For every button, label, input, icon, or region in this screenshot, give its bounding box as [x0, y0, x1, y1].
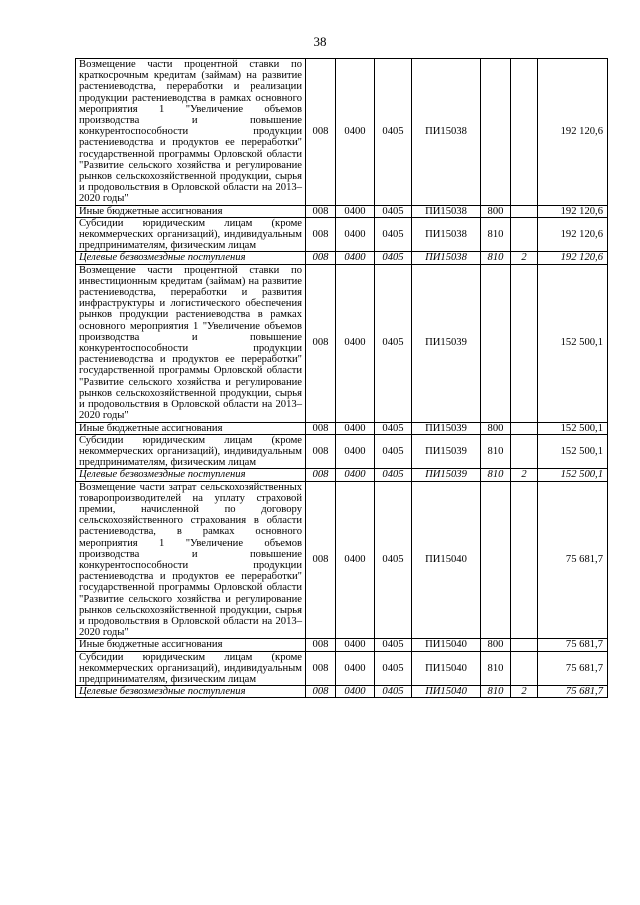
gr-code: 008 — [306, 264, 336, 422]
expense-type-code: 810 — [481, 217, 511, 252]
extra-code — [511, 639, 538, 651]
table-row — [76, 686, 608, 698]
expense-type-code: 810 — [481, 434, 511, 469]
expense-type-code: 800 — [481, 422, 511, 434]
page-number: 38 — [313, 34, 327, 49]
row-description: Иные бюджетные ассигнования — [76, 422, 306, 434]
table-row — [76, 205, 608, 217]
target-article-code: ПИ15039 — [412, 469, 481, 481]
gr-code: 008 — [306, 469, 336, 481]
subsection-code: 0405 — [375, 651, 412, 686]
extra-code: 2 — [511, 252, 538, 264]
expense-type-code — [481, 264, 511, 422]
gr-code: 008 — [306, 217, 336, 252]
gr-code: 008 — [306, 434, 336, 469]
subsection-code: 0405 — [375, 205, 412, 217]
expense-type-code: 800 — [481, 639, 511, 651]
expense-type-code — [481, 59, 511, 206]
section-code: 0400 — [336, 264, 375, 422]
row-description: Иные бюджетные ассигнования — [76, 205, 306, 217]
amount: 192 120,6 — [538, 59, 608, 206]
section-code: 0400 — [336, 651, 375, 686]
extra-code — [511, 651, 538, 686]
table-row — [76, 469, 608, 481]
target-article-code: ПИ15038 — [412, 205, 481, 217]
subsection-code: 0405 — [375, 434, 412, 469]
expense-type-code: 810 — [481, 252, 511, 264]
table-row — [76, 639, 608, 651]
extra-code — [511, 264, 538, 422]
section-code: 0400 — [336, 59, 375, 206]
expense-type-code: 810 — [481, 651, 511, 686]
expense-type-code — [481, 481, 511, 639]
amount: 75 681,7 — [538, 686, 608, 698]
gr-code: 008 — [306, 639, 336, 651]
subsection-code: 0405 — [375, 252, 412, 264]
section-code: 0400 — [336, 639, 375, 651]
subsection-code: 0405 — [375, 686, 412, 698]
section-code: 0400 — [336, 469, 375, 481]
expense-type-code: 810 — [481, 686, 511, 698]
gr-code: 008 — [306, 205, 336, 217]
amount: 75 681,7 — [538, 639, 608, 651]
gr-code: 008 — [306, 481, 336, 639]
table-row — [76, 434, 608, 469]
extra-code — [511, 205, 538, 217]
section-code: 0400 — [336, 422, 375, 434]
gr-code: 008 — [306, 651, 336, 686]
section-code: 0400 — [336, 205, 375, 217]
section-code: 0400 — [336, 217, 375, 252]
target-article-code: ПИ15040 — [412, 481, 481, 639]
subsection-code: 0405 — [375, 217, 412, 252]
section-code: 0400 — [336, 252, 375, 264]
budget-table-body — [76, 59, 608, 698]
subsection-code: 0405 — [375, 264, 412, 422]
extra-code: 2 — [511, 469, 538, 481]
expense-type-code: 800 — [481, 205, 511, 217]
row-description: Целевые безвозмездные поступления — [76, 469, 306, 481]
subsection-code: 0405 — [375, 422, 412, 434]
amount: 75 681,7 — [538, 481, 608, 639]
amount: 152 500,1 — [538, 264, 608, 422]
amount: 152 500,1 — [538, 434, 608, 469]
target-article-code: ПИ15039 — [412, 434, 481, 469]
row-description: Субсидии юридическим лицам (кроме некоммерческих организаций), индивидуальным предпринимателям, физическим лицам — [76, 217, 306, 252]
extra-code — [511, 481, 538, 639]
section-code: 0400 — [336, 434, 375, 469]
table-row — [76, 651, 608, 686]
amount: 192 120,6 — [538, 217, 608, 252]
table-row — [76, 252, 608, 264]
amount: 192 120,6 — [538, 205, 608, 217]
target-article-code: ПИ15039 — [412, 264, 481, 422]
row-description: Иные бюджетные ассигнования — [76, 639, 306, 651]
extra-code — [511, 59, 538, 206]
row-description: Возмещение части процентной ставки по краткосрочным кредитам (займам) на развитие растениеводства, переработки и реализации продукции растениеводства в рамках основного мероприятия 1 "Увеличение объемов производства и повышение конкурентоспособности продукции растениеводства и продуктов ее переработки" государственной программы Орловской области "Развитие сельского хозяйства и регулирование рынков сельскохозяйственной продукции, сырья и продовольствия в Орловской области на 2013–2020 годы" — [76, 59, 306, 206]
section-code: 0400 — [336, 686, 375, 698]
target-article-code: ПИ15038 — [412, 252, 481, 264]
extra-code: 2 — [511, 686, 538, 698]
row-description: Целевые безвозмездные поступления — [76, 686, 306, 698]
subsection-code: 0405 — [375, 59, 412, 206]
expense-type-code: 810 — [481, 469, 511, 481]
section-code: 0400 — [336, 481, 375, 639]
target-article-code: ПИ15040 — [412, 686, 481, 698]
table-row — [76, 481, 608, 639]
table-row — [76, 422, 608, 434]
table-row — [76, 217, 608, 252]
gr-code: 008 — [306, 252, 336, 264]
extra-code — [511, 422, 538, 434]
gr-code: 008 — [306, 59, 336, 206]
amount: 192 120,6 — [538, 252, 608, 264]
table-row — [76, 264, 608, 422]
subsection-code: 0405 — [375, 469, 412, 481]
extra-code — [511, 434, 538, 469]
target-article-code: ПИ15038 — [412, 217, 481, 252]
target-article-code: ПИ15039 — [412, 422, 481, 434]
budget-table — [75, 58, 608, 698]
amount: 152 500,1 — [538, 422, 608, 434]
target-article-code: ПИ15038 — [412, 59, 481, 206]
row-description: Возмещение части процентной ставки по инвестиционным кредитам (займам) на развитие растениеводства, переработки и развития инфраструктуры и логистического обеспечения рынков продукции растениеводства в рамках основного мероприятия 1 "Увеличение объемов производства и повышение конкурентоспособности продукции растениеводства и продуктов ее переработки" государственной программы Орловской области "Развитие сельского хозяйства и регулирование рынков сельскохозяйственной продукции, сырья и продовольствия в Орловской области на 2013–2020 годы" — [76, 264, 306, 422]
row-description: Субсидии юридическим лицам (кроме некоммерческих организаций), индивидуальным предпринимателям, физическим лицам — [76, 651, 306, 686]
target-article-code: ПИ15040 — [412, 651, 481, 686]
extra-code — [511, 217, 538, 252]
row-description: Возмещение части затрат сельскохозяйственных товаропроизводителей на уплату страховой премии, начисленной по договору сельскохозяйственного страхования в области растениеводства, в рамках основного мероприятия 1 "Увеличение объемов производства и повышение конкурентоспособности продукции растениеводства и продуктов ее переработки" государственной программы Орловской области "Развитие сельского хозяйства и регулирование рынков сельскохозяйственной продукции, сырья и продовольствия в Орловской области на 2013–2020 годы" — [76, 481, 306, 639]
row-description: Целевые безвозмездные поступления — [76, 252, 306, 264]
subsection-code: 0405 — [375, 639, 412, 651]
table-row — [76, 59, 608, 206]
target-article-code: ПИ15040 — [412, 639, 481, 651]
amount: 152 500,1 — [538, 469, 608, 481]
subsection-code: 0405 — [375, 481, 412, 639]
gr-code: 008 — [306, 422, 336, 434]
amount: 75 681,7 — [538, 651, 608, 686]
gr-code: 008 — [306, 686, 336, 698]
row-description: Субсидии юридическим лицам (кроме некоммерческих организаций), индивидуальным предпринимателям, физическим лицам — [76, 434, 306, 469]
